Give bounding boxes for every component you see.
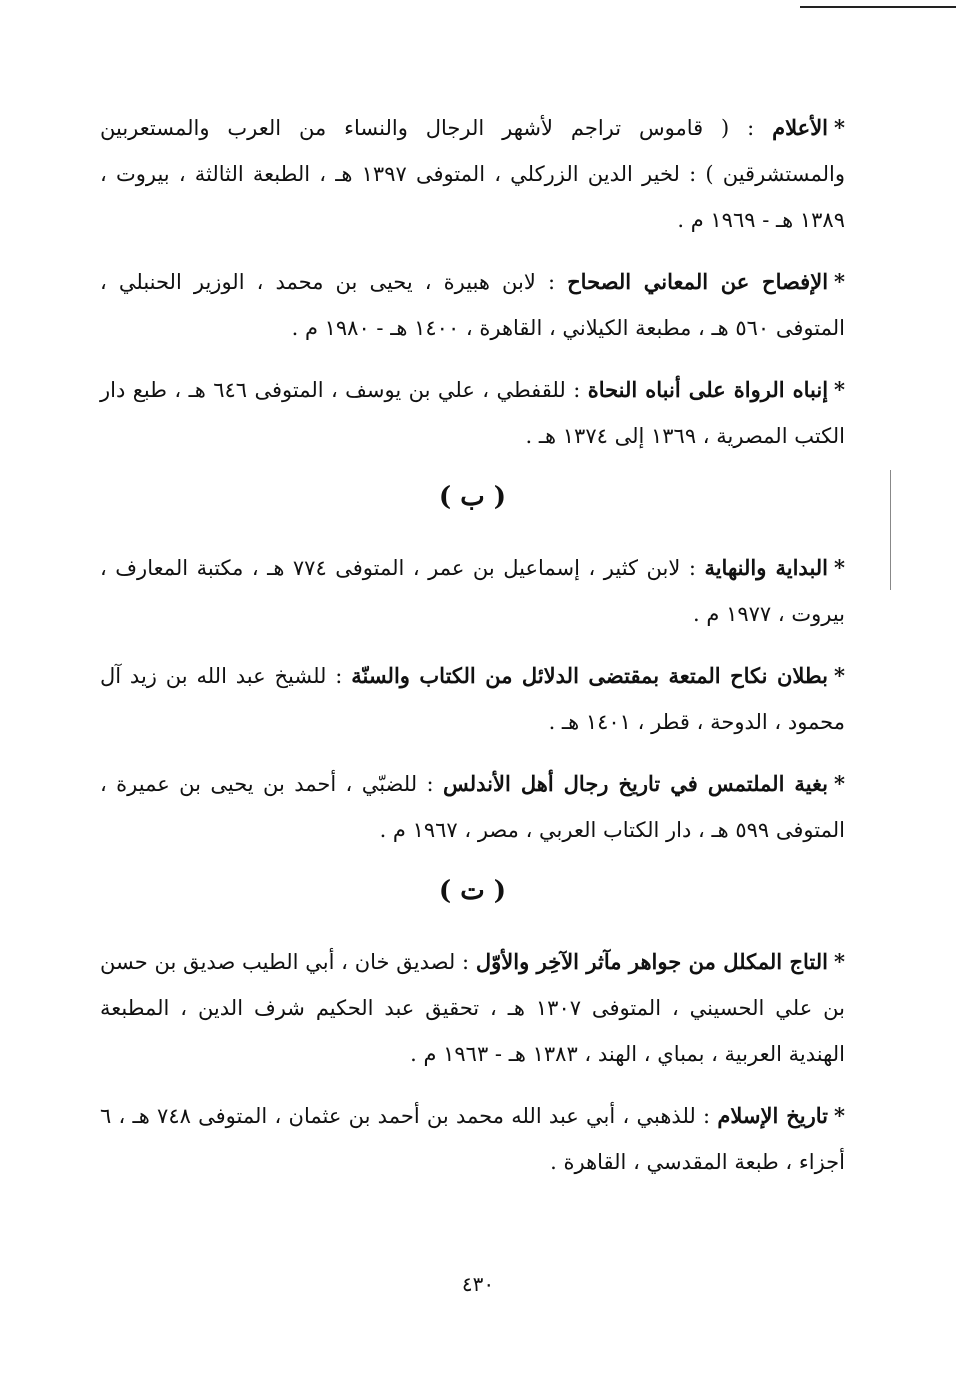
entry-inbah: [100, 367, 845, 459]
entry-ifsah: [100, 259, 845, 351]
entry-text: : لصديق خان ، أبي الطيب صديق بن حسن بن علي الحسيني ، المتوفى ١٣٠٧ هـ ، تحقيق عبد الحكيم شرف الدين ، المطبعة الهندية العربية ، بمباي ، الهند ، ١٣٨٣ هـ - ١٩٦٣ م .: [100, 950, 846, 1066]
bullet-star: *: [834, 115, 845, 140]
section-heading-ta: ( ت ): [438, 876, 507, 906]
entry-text: : لابن هبيرة ، يحيى بن محمد ، الوزير الحنبلي ، المتوفى ٥٦٠ هـ ، مطبعة الكيلاني ، القاهرة ، ١٤٠٠ هـ - ١٩٨٠ م .: [100, 270, 845, 340]
entry-title: الأعلام: [772, 115, 829, 140]
entry-text: : ( قاموس تراجم لأشهر الرجال والنساء من العرب والمستعربين والمستشرقين ) : لخير الدين الزركلي ، المتوفى ١٣٩٧ هـ ، الطبعة الثالثة ، بيروت ، ١٣٨٩ هـ - ١٩٦٩ م .: [100, 116, 845, 232]
bullet-star: *: [834, 555, 846, 580]
entry-title: بطلان نكاح المتعة بمقتضى الدلائل من الكتاب والسنّة: [351, 663, 829, 688]
bullet-star: *: [834, 771, 845, 796]
entry-tarikh-islam: [100, 1093, 845, 1185]
entry-bughya: [100, 761, 845, 853]
bibliography-page: [100, 105, 845, 1201]
entry-text: : للذهبي ، أبي عبد الله محمد بن أحمد بن عثمان ، المتوفى ٧٤٨ هـ ، ٦ أجزاء ، طبعة المقدسي ، القاهرة .: [100, 1104, 845, 1174]
entry-title: تاريخ الإسلام: [717, 1103, 829, 1128]
bullet-star: *: [834, 1103, 845, 1128]
entry-title: الإفصاح عن المعاني الصحاح: [567, 269, 829, 294]
bullet-star: *: [834, 269, 846, 294]
entry-alam: [100, 105, 845, 243]
entry-title: بغية الملتمس في تاريخ رجال أهل الأندلس: [442, 771, 829, 796]
entry-butlan: [100, 653, 845, 745]
entry-text: : لابن كثير ، إسماعيل بن عمر ، المتوفى ٧٧٤ هـ ، مكتبة المعارف ، بيروت ، ١٩٧٧ م .: [100, 556, 845, 626]
entry-title: البداية والنهاية: [704, 555, 829, 580]
bullet-star: *: [834, 377, 846, 402]
top-rule: [800, 6, 956, 8]
margin-mark: [890, 470, 891, 590]
entry-bidaya: [100, 545, 845, 637]
entry-title: التاج المكلل من جواهر مآثر الآخِر والأوّل: [475, 949, 828, 974]
entry-title: إنباه الرواة على أنباه النحاة: [587, 377, 829, 402]
bullet-star: *: [834, 949, 845, 974]
entry-text: : للشيخ عبد الله بن زيد آل محمود ، الدوحة ، قطر ، ١٤٠١ هـ .: [100, 664, 845, 734]
bullet-star: *: [834, 663, 845, 688]
section-heading-ba: ( ب ): [438, 482, 507, 512]
entry-text: : للضبّي ، أحمد بن يحيى بن عميرة ، المتوفى ٥٩٩ هـ ، دار الكتاب العربي ، مصر ، ١٩٦٧ م .: [100, 772, 845, 842]
entry-taj: [100, 939, 845, 1077]
page-number: ٤٣٠: [461, 1272, 495, 1296]
entry-text: : للقفطي ، علي بن يوسف ، المتوفى ٦٤٦ هـ ، طبع دار الكتب المصرية ، ١٣٦٩ إلى ١٣٧٤ هـ .: [100, 378, 845, 448]
